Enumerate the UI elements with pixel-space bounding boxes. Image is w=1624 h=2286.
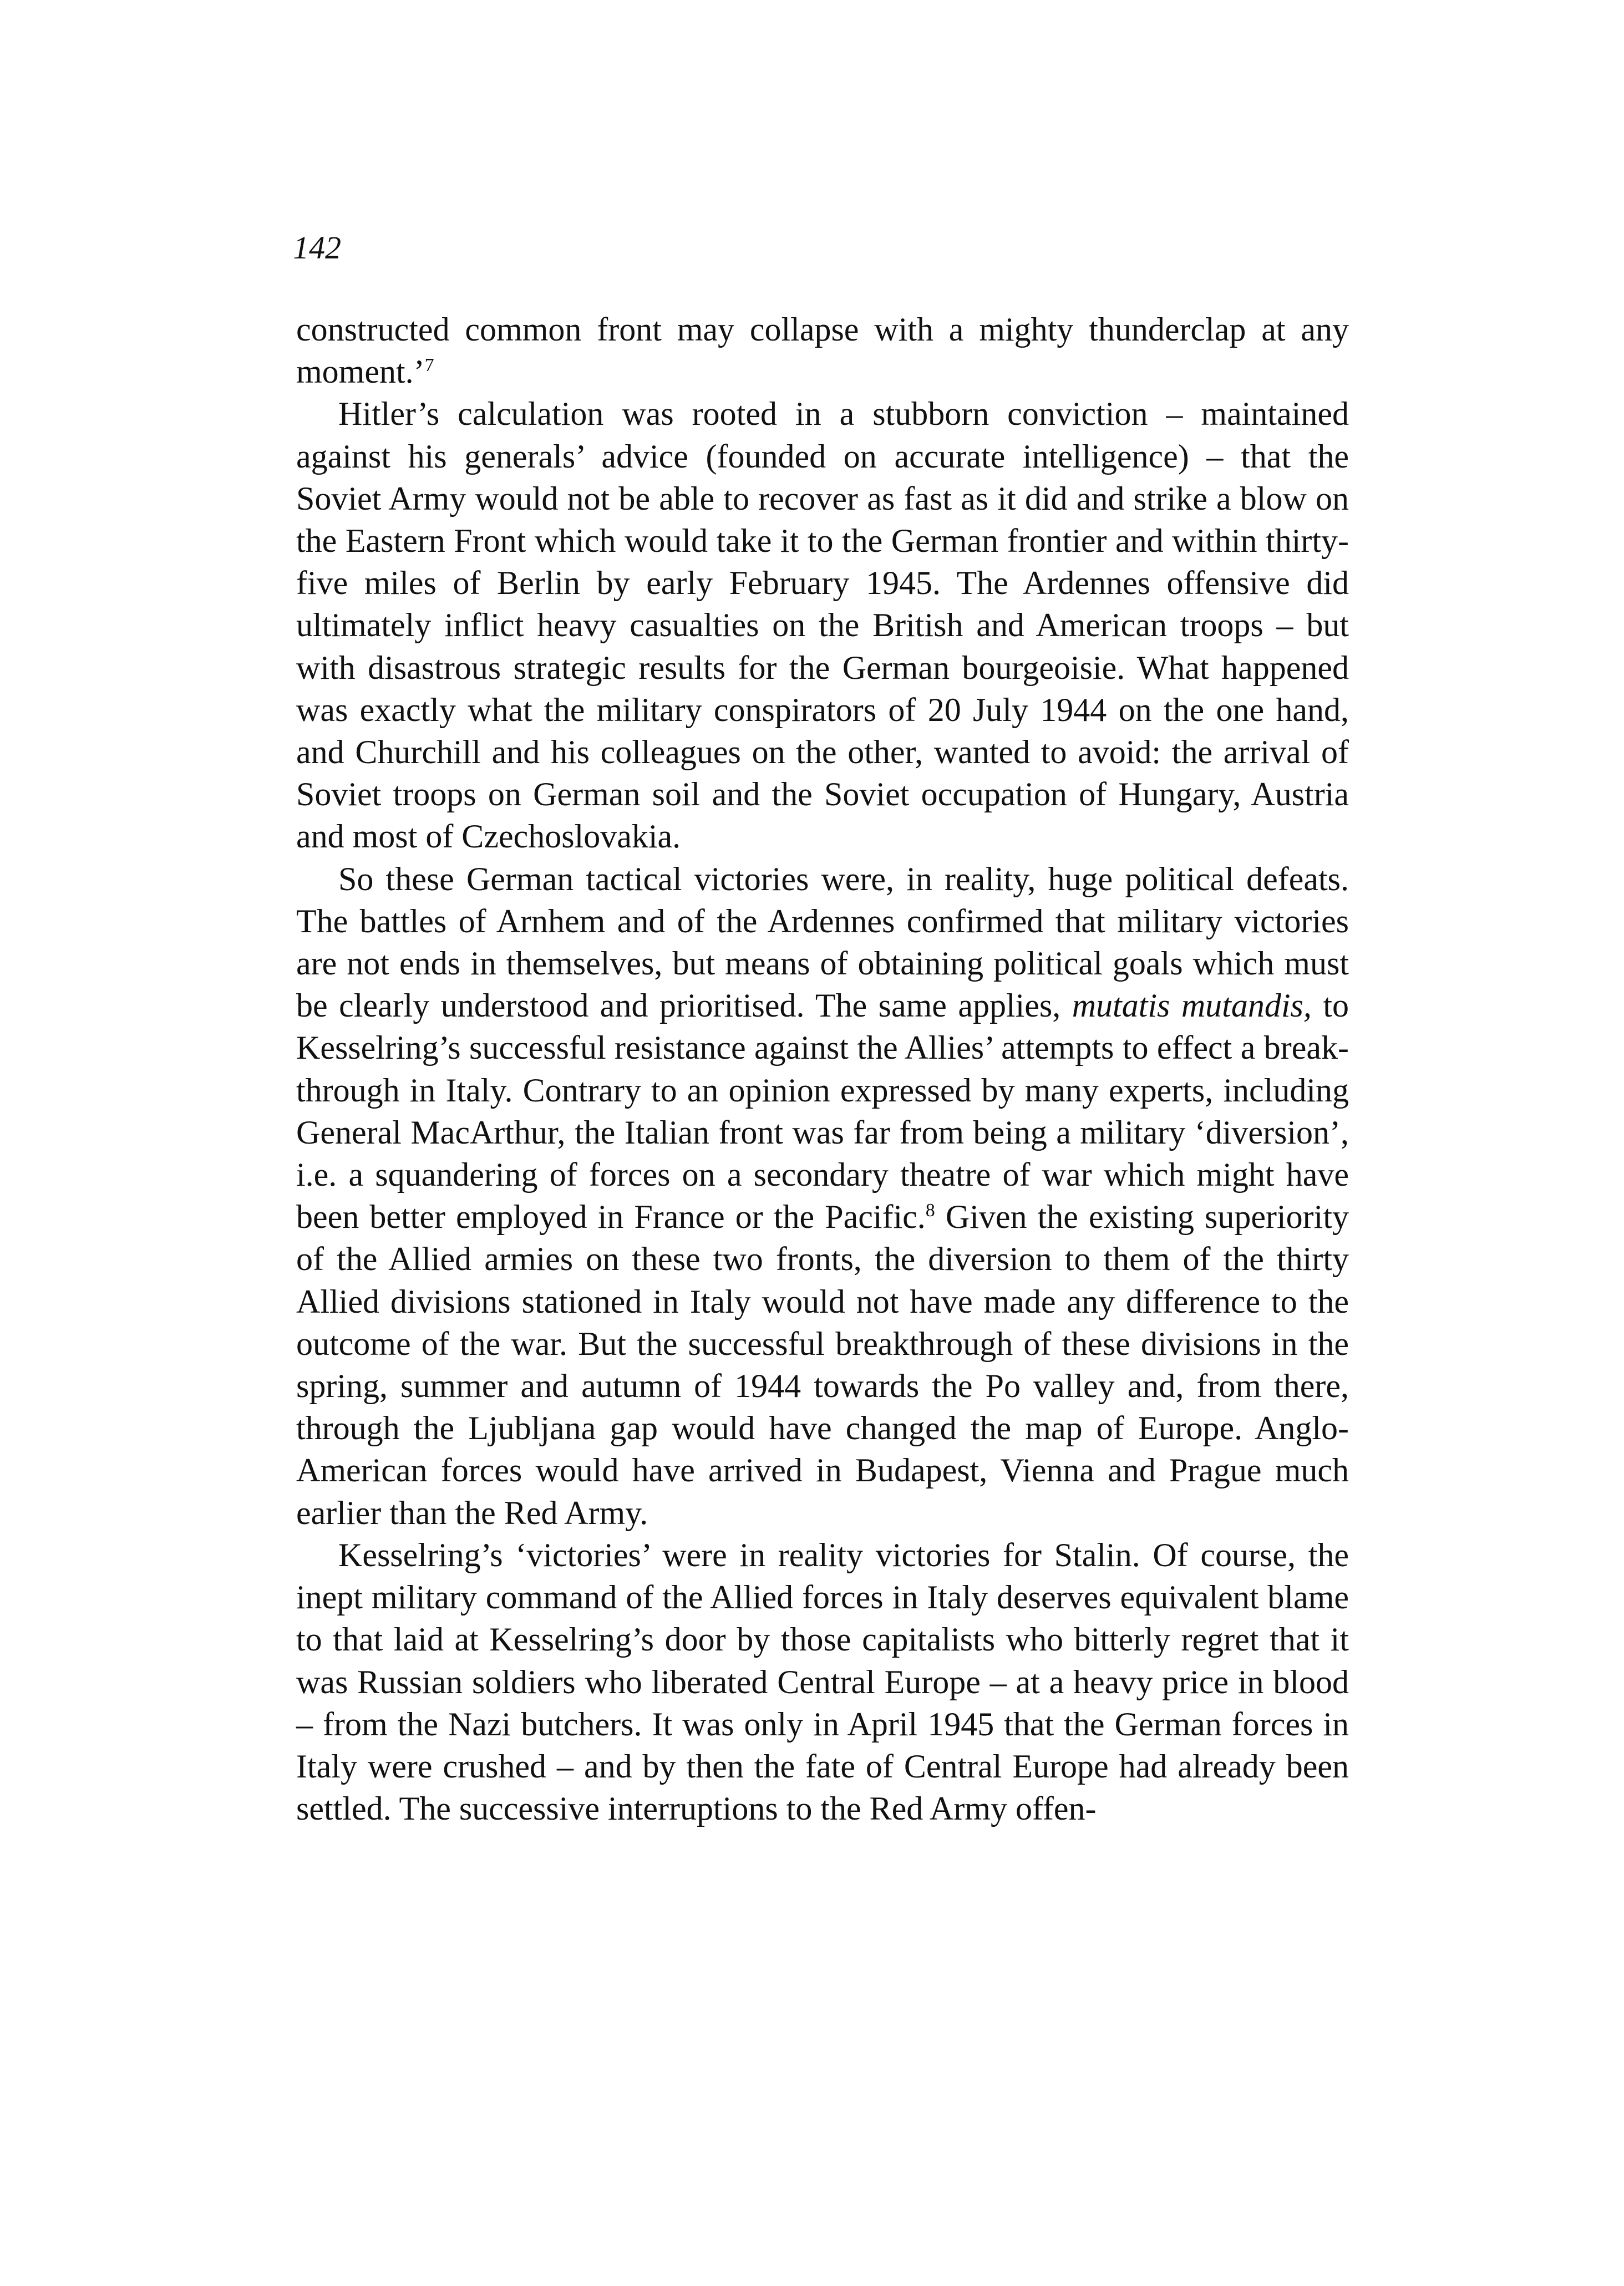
- paragraph: [296, 393, 1349, 857]
- text-run: Kesselring’s ‘victories’ were in reality victories for Stalin. Of course, the inept military command of the Allied forces in Italy deserves equivalent blame to that laid at Kesselring’s door by those capitalists who bitterly regret that it was Russian soldiers who liberated Central Europe – at a heavy price in blood – from the Nazi butchers. It was only in April 1945 that the German forces in Italy were crushed – and by then the fate of Central Europe had already been settled. The successive interruptions to the Red Army offen-: [296, 1536, 1349, 1827]
- text-run: Hitler’s calculation was rooted in a stubborn conviction – maintained against his generals’ advice (founded on accurate intelligence) – that the Soviet Army would not be able to recover as fast as it did and strike a blow on the Eastern Front which would take it to the German frontier and within thirty-five miles of Berlin by early February 1945. The Ardennes offensive did ultimately inflict heavy casualties on the British and American troops – but with disastrous strategic results for the German bourgeoisie. What happened was exactly what the military conspirators of 20 July 1944 on the one hand, and Churchill and his colleagues on the other, wanted to avoid: the arrival of Soviet troops on German soil and the Soviet occupation of Hungary, Austria and most of Czechoslovakia.: [296, 395, 1349, 855]
- footnote-marker: 7: [424, 355, 434, 376]
- body-text: [296, 308, 1349, 1830]
- text-run: Given the existing superiority of the Allied armies on these two fronts, the diversion to them of the thirty Allied divisions stationed in Italy would not have made any difference to the outcome of the war. But the successful breakthrough of these divisions in the spring, summer and autumn of 1944 towards the Po valley and, from there, through the Ljubljana gap would have changed the map of Europe. Anglo-American forces would have arrived in Budapest, Vienna and Prague much earlier than the Red Army.: [296, 1198, 1349, 1531]
- footnote-marker: 8: [925, 1200, 935, 1221]
- text-run: constructed common front may collapse with a mighty thunderclap at any moment.’: [296, 311, 1349, 390]
- text-run: to Kesselring’s successful resistance against the Allies’ attempts to effect a breakthrough in Italy. Contrary to an opinion expressed by many experts, including General MacArthur, the Italian front was far from being a military ‘diversion’, i.e. a squandering of forces on a secondary theatre of war which might have been better employed in France or the Pacific.: [296, 987, 1349, 1236]
- paragraph: [296, 1534, 1349, 1830]
- paragraph: [296, 858, 1349, 1534]
- page-number: 142: [293, 230, 341, 266]
- italic-phrase: mutatis mutandis,: [1072, 987, 1312, 1024]
- paragraph: [296, 308, 1349, 393]
- text-run: So these German tactical victories were, in reality, huge political defeats. The battles of Arnhem and of the Ardennes confirmed that military victories are not ends in themselves, but means of obtaining political goals which must be clearly understood and prioritised. The same applies,: [296, 860, 1349, 1024]
